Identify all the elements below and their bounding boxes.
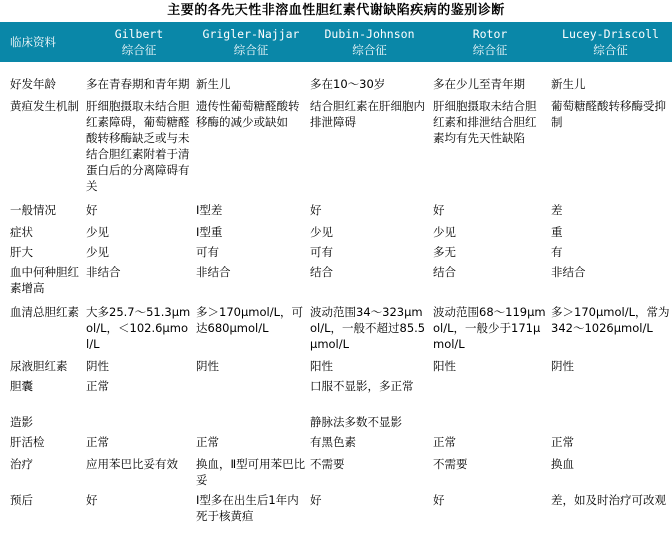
table-cell: 有黑色素 [310,435,356,449]
table-cell: 重 [551,225,563,239]
header-sub: 综合征 [352,43,387,57]
table-cell: 静脉法多数不显影 [310,415,402,429]
table-cell: 好 [433,203,445,217]
table-cell: 好 [86,493,98,507]
table-row [0,376,672,412]
table-cell: 正常 [551,435,574,449]
table-cell: 多无 [433,245,456,259]
row-label: 好发年龄 [10,77,56,91]
table-cell: 多在10～30岁 [310,77,386,91]
row-label: 血中何种胆红素增高 [10,265,79,295]
header-name: Rotor [472,27,508,41]
table-row [0,490,672,526]
header-sub: 综合征 [233,43,269,57]
table-cell: 新生儿 [196,77,231,91]
table-cell: 多在青春期和青年期 [86,77,190,91]
table-cell: 阴性 [196,359,219,373]
table-cell: 遗传性葡萄糖醛酸转移酶的减少或缺如 [196,99,300,129]
table-cell: 波动范围68～119μmol/L，一般少于171μmol/L [433,305,546,351]
header-name: Gilbert [114,27,164,41]
header-clinical: 临床资料 [0,22,84,62]
table-cell: 正常 [433,435,456,449]
table-cell: Ⅰ型差 [196,203,223,217]
table-cell [549,412,672,432]
table-cell [431,376,549,412]
table-cell: 阳性 [433,359,456,373]
table-row [0,62,672,96]
table-row [0,302,672,356]
table-cell: 少见 [86,245,109,259]
table-row [0,262,672,302]
table-cell: 结合 [310,265,333,279]
table-cell [194,376,308,412]
table-cell: Ⅰ型重 [196,225,223,239]
table-cell: 好 [86,203,98,217]
table-cell: 结合 [433,265,456,279]
table-cell: 非结合 [86,265,121,279]
table-cell: 阳性 [310,359,333,373]
header-sub: 综合征 [472,43,508,57]
table-cell: 非结合 [551,265,586,279]
row-label: 症状 [10,225,33,239]
table-row [0,242,672,262]
row-label: 黄疸发生机制 [10,99,79,113]
table-row [0,96,672,200]
table-cell [549,376,672,412]
table-cell: 多在少儿至青年期 [433,77,525,91]
header-grigler-najjar [194,22,308,62]
header-name: Lucey-Driscoll [562,27,659,41]
header-dubin-johnson [308,22,431,62]
row-label: 胆囊 [10,379,33,393]
table-cell: 好 [310,493,322,507]
header-lucey-driscoll [549,22,672,62]
table-cell: 口服不显影，多正常 [310,379,414,393]
table-cell: 阴性 [551,359,574,373]
table-cell: 不需要 [310,457,345,471]
row-label: 治疗 [10,457,33,471]
table-cell: 新生儿 [551,77,586,91]
table-cell: 正常 [196,435,219,449]
table-row [0,412,672,432]
row-label: 肝活检 [10,435,45,449]
table-cell: 正常 [86,435,109,449]
table-cell [194,412,308,432]
table-cell: 肝细胞摄取未结合胆红素和排泄结合胆红素均有先天性缺陷 [433,99,537,145]
header-row [0,22,672,62]
table-cell: 好 [433,493,445,507]
table-cell: 结合胆红素在肝细胞内排泄障碍 [310,99,425,129]
table-cell: 应用苯巴比妥有效 [86,457,178,471]
header-sub: 综合征 [593,43,628,57]
table-cell: 好 [310,203,322,217]
table-cell: 差 [551,203,563,217]
row-label: 尿液胆红素 [10,359,68,373]
table-row [0,454,672,490]
table-cell: 大多25.7～51.3μmol/L，＜102.6μmol/L [86,305,191,351]
row-label: 血清总胆红素 [10,305,79,319]
table-cell: 波动范围34～323μmol/L，一般不超过85.5μmol/L [310,305,426,351]
table-cell: 非结合 [196,265,231,279]
header-name: Grigler-Najjar [202,27,300,41]
table-row [0,432,672,454]
header-gilbert [84,22,194,62]
table-row [0,222,672,242]
table-cell: 阴性 [86,359,109,373]
table-cell: 多＞170μmol/L，可达680μmol/L [196,305,303,335]
header-name: Dubin-Johnson [324,27,415,41]
row-label: 一般情况 [10,203,56,217]
table-cell: 可有 [196,245,219,259]
header-sub: 综合征 [121,43,157,57]
table-cell: 换血，Ⅱ型可用苯巴比妥 [196,457,306,487]
table-cell [84,412,194,432]
row-label: 造影 [10,415,33,429]
table-cell: 少见 [310,225,333,239]
table-cell: 换血 [551,457,574,471]
table-cell: 少见 [86,225,109,239]
table-cell: 多＞170μmol/L，常为342～1026μmol/L [551,305,670,335]
table-cell: 有 [551,245,563,259]
row-label: 肝大 [10,245,33,259]
header-rotor [431,22,549,62]
table-cell: 正常 [86,379,109,393]
table-row [0,200,672,222]
table-cell: 少见 [433,225,456,239]
page-title: 主要的各先天性非溶血性胆红素代谢缺陷疾病的鉴别诊断 [167,3,505,18]
table-cell: Ⅰ型多在出生后1年内死于核黄疸 [196,493,299,523]
table-cell: 可有 [310,245,333,259]
table-cell [431,412,549,432]
table-cell: 差，如及时治疗可改观 [551,493,666,507]
table-row [0,356,672,376]
table-cell: 葡萄糖醛酸转移酶受抑制 [551,99,666,129]
row-label: 预后 [10,493,33,507]
diagnosis-table [0,22,672,526]
table-cell: 肝细胞摄取未结合胆红素障碍，葡萄糖醛酸转移酶缺乏或与未结合胆红素附着于清蛋白后的分离障碍有关 [86,99,190,193]
table-cell: 不需要 [433,457,468,471]
